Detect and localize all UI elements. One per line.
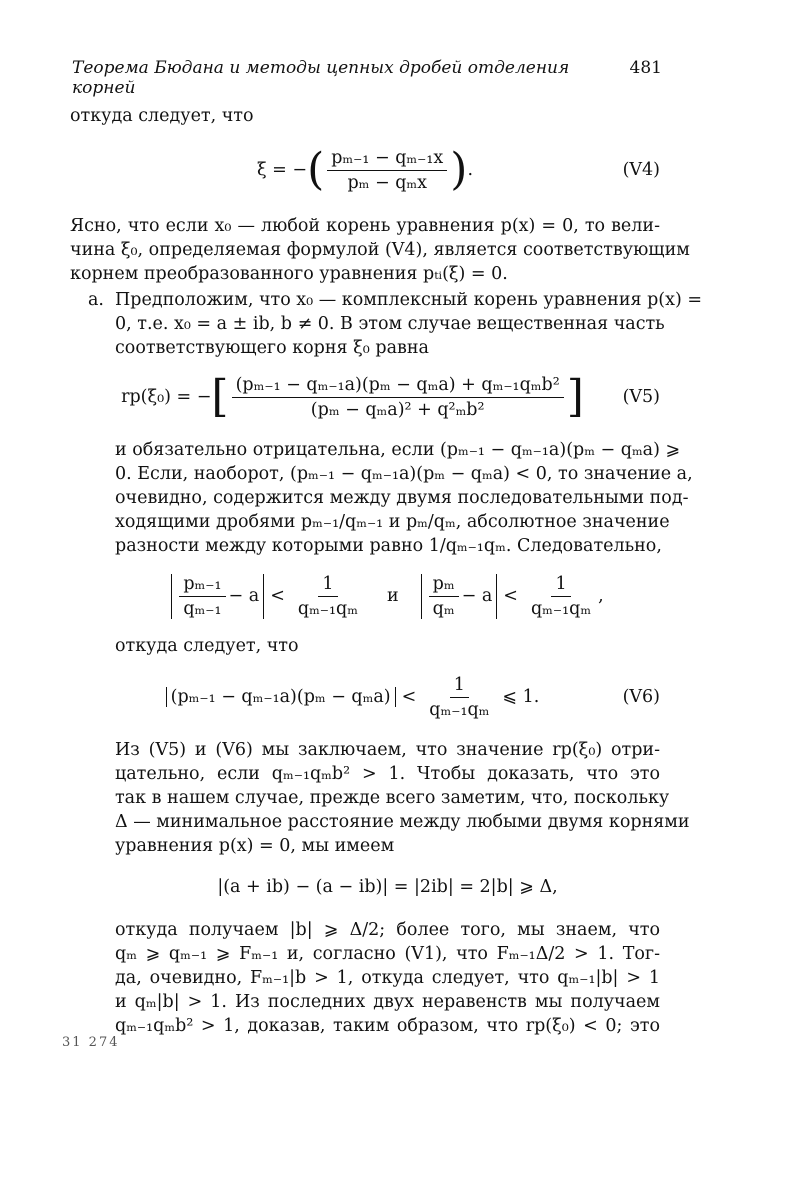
text-line: Из (V5) и (V6) мы заключаем, что значение rp(ξ₀) отри-	[115, 740, 660, 760]
paren-right: )	[450, 144, 468, 195]
ineq-lt2: <	[503, 586, 518, 606]
text-line: откуда следует, что	[70, 106, 254, 126]
printer-mark: 31 274	[62, 1035, 120, 1050]
text-line: ходящими дробями pₘ₋₁/qₘ₋₁ и pₘ/qₘ, абсолютное значение	[115, 512, 670, 532]
ineq-r1	[294, 574, 362, 619]
ineq-f1-den: qₘ₋₁	[183, 598, 222, 619]
equation-v5	[115, 368, 660, 426]
ineq-f1-num: pₘ₋₁	[179, 574, 225, 597]
v5-numerator: (pₘ₋₁ − qₘ₋₁a)(pₘ − qₘa) + qₘ₋₁qₘb²	[232, 375, 564, 398]
v4-numerator: pₘ₋₁ − qₘ₋₁x	[327, 148, 447, 171]
paren-left: (	[307, 144, 325, 195]
ineq-f1	[179, 574, 225, 619]
text-line: так в нашем случае, прежде всего заметим, что, поскольку	[115, 788, 670, 808]
bracket-right: ]	[566, 371, 584, 422]
ineq-tail: ,	[598, 586, 604, 606]
v6-tail: ⩽ 1.	[502, 687, 540, 707]
abs-left	[171, 574, 264, 619]
text-line: Предположим, что x₀ — комплексный корень уравнения p(x) =	[115, 290, 703, 310]
v4-lhs: ξ = −	[256, 160, 308, 180]
v5-denominator: (pₘ − qₘa)² + q²ₘb²	[310, 399, 485, 420]
text-line: и обязательно отрицательна, если (pₘ₋₁ − qₘ₋₁a)(pₘ − qₘa) ⩾	[115, 440, 681, 460]
ineq-conj: и	[387, 586, 399, 606]
equation-delta	[115, 872, 660, 902]
v6-fraction	[425, 675, 493, 720]
text-line: 0. Если, наоборот, (pₘ₋₁ − qₘ₋₁a)(pₘ − qₘa) < 0, то значение a,	[115, 464, 693, 484]
text-line: откуда следует, что	[115, 636, 299, 656]
text-line: qₘ ⩾ qₘ₋₁ ⩾ Fₘ₋₁ и, согласно (V1), что Fₘ₋₁Δ/2 > 1. Тог-	[115, 944, 660, 964]
ineq-r2	[527, 574, 595, 619]
text-line: Ясно, что если x₀ — любой корень уравнения p(x) = 0, то вели-	[70, 216, 660, 236]
v4-tail: .	[467, 160, 474, 180]
equation-v4	[70, 140, 660, 200]
equation-tag-v6: (V6)	[622, 687, 660, 707]
equation-v6	[115, 670, 660, 724]
page-number: 481	[629, 58, 662, 78]
running-title: Теорема Бюдана и методы цепных дробей отделения корней	[72, 58, 570, 98]
abs-right	[421, 574, 498, 619]
text-line: чина ξ₀, определяемая формулой (V4), является соответствующим	[70, 240, 690, 260]
ineq-r2-num: 1	[551, 574, 570, 597]
text-line: разности между которыми равно 1/qₘ₋₁qₘ. Следовательно,	[115, 536, 662, 556]
ineq-f2	[429, 574, 459, 619]
ineq-r2-den: qₘ₋₁qₘ	[530, 598, 592, 619]
v4-denominator: pₘ − qₘx	[347, 172, 428, 193]
v5-lhs: rp(ξ₀) = −	[121, 387, 212, 407]
v5-fraction	[232, 375, 564, 420]
list-item-label: a.	[88, 290, 104, 310]
text-line: да, очевидно, Fₘ₋₁|b > 1, откуда следует, что qₘ₋₁|b| > 1	[115, 968, 660, 988]
ineq-minus-a: − a	[228, 586, 260, 606]
v6-lt: <	[401, 687, 417, 707]
bracket-left: [	[211, 371, 229, 422]
running-head	[72, 58, 662, 98]
text-line: очевидно, содержится между двумя последовательными под-	[115, 488, 689, 508]
text-line: откуда получаем |b| ⩾ Δ/2; более того, мы знаем, что	[115, 920, 660, 940]
ineq-f2-num: pₘ	[429, 574, 459, 597]
v6-numerator: 1	[450, 675, 469, 698]
v6-abs: (pₘ₋₁ − qₘ₋₁a)(pₘ − qₘa)	[166, 687, 396, 707]
text-line: корнем преобразованного уравнения pₜᵢ(ξ) = 0.	[70, 264, 508, 284]
text-line: соответствующего корня ξ₀ равна	[115, 338, 429, 358]
delta-expression: |(a + ib) − (a − ib)| = |2ib| = 2|b| ⩾ Δ,	[217, 877, 558, 897]
ineq-r1-den: qₘ₋₁qₘ	[297, 598, 358, 619]
v4-fraction	[327, 148, 447, 193]
equation-tag-v5: (V5)	[622, 387, 660, 407]
ineq-r1-num: 1	[318, 574, 337, 597]
equation-tag-v4: (V4)	[622, 160, 660, 180]
text-line: цательно, если qₘ₋₁qₘb² > 1. Чтобы доказать, что это	[115, 764, 660, 784]
ineq-lt: <	[270, 586, 285, 606]
text-line: qₘ₋₁qₘb² > 1, доказав, таким образом, что rp(ξ₀) < 0; это	[115, 1016, 660, 1036]
equation-inequalities	[115, 568, 660, 624]
ineq-f2-den: qₘ	[432, 598, 455, 619]
ineq-minus-a2: − a	[461, 586, 493, 606]
v6-denominator: qₘ₋₁qₘ	[429, 699, 490, 720]
text-line: уравнения p(x) = 0, мы имеем	[115, 836, 395, 856]
text-line: Δ — минимальное расстояние между любыми двумя корнями	[115, 812, 690, 832]
text-line: 0, т.е. x₀ = a ± ib, b ≠ 0. В этом случае вещественная часть	[115, 314, 665, 334]
text-line: и qₘ|b| > 1. Из последних двух неравенств мы получаем	[115, 992, 660, 1012]
